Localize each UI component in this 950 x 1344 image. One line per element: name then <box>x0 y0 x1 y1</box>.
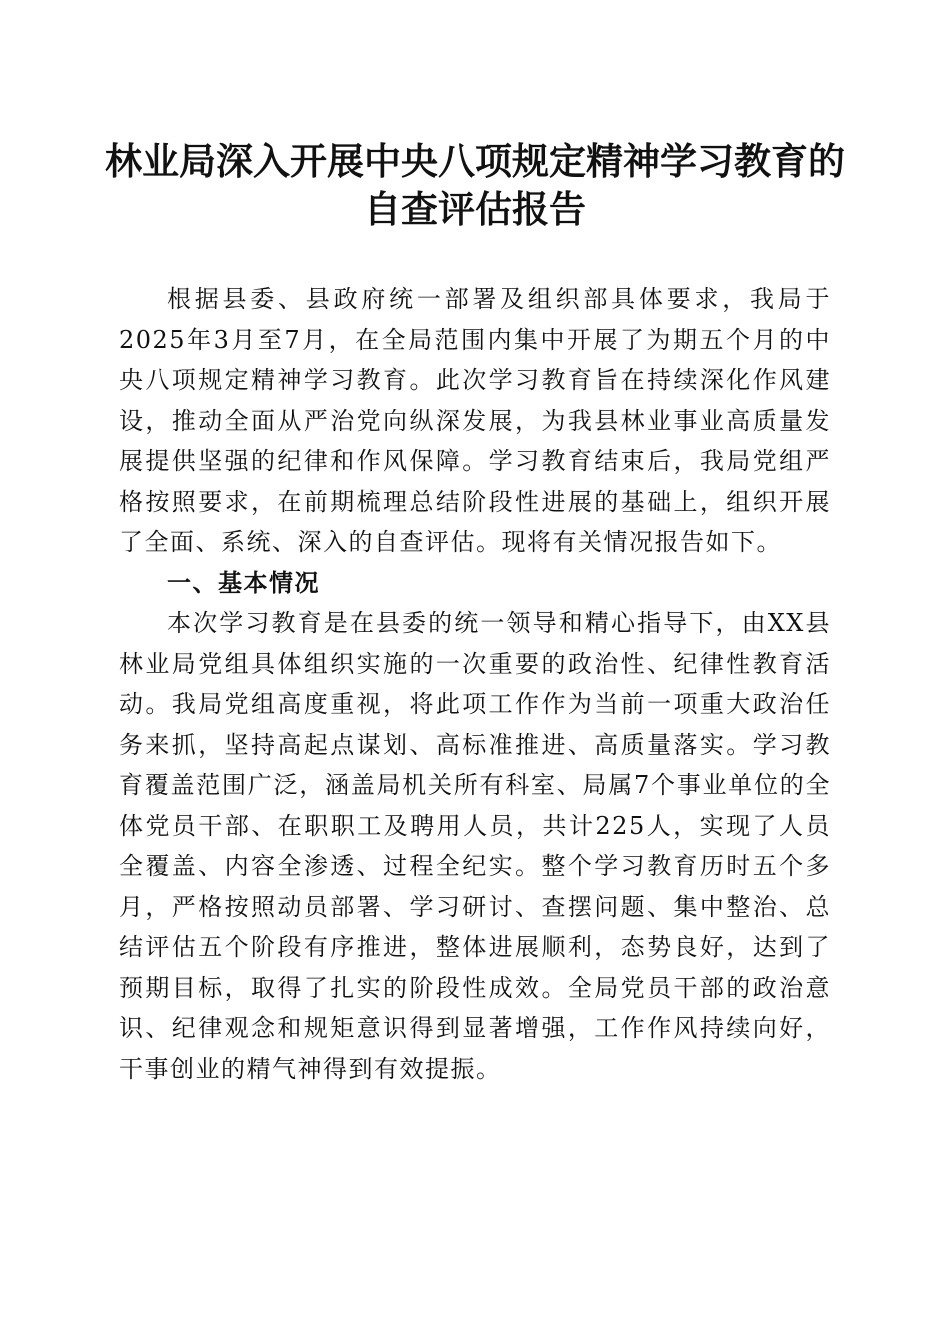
section-heading-basic-situation: 一、基本情况 <box>167 568 320 597</box>
document-title <box>90 137 860 233</box>
title-line-1: 林业局深入开展中央八项规定精神学习教育的 <box>105 139 845 183</box>
basic-situation-paragraph: 本次学习教育是在县委的统一领导和精心指导下，由XX县林业局党组具体组织实施的一次重要的政治性、纪律性教育活动。我局党组高度重视，将此项工作作为当前一项重大政治任务来抓，坚持高起点谋划、高标准推进、高质量落实。学习教育覆盖范围广泛，涵盖局机关所有科室、局属7个事业单位的全体党员干部、在职职工及聘用人员，共计225人，实现了人员全覆盖、内容全渗透、过程全纪实。整个学习教育历时五个多月，严格按照动员部署、学习研讨、查摆问题、集中整治、总结评估五个阶段有序推进，整体进展顺利，态势良好，达到了预期目标，取得了扎实的阶段性成效。全局党员干部的政治意识、纪律观念和规矩意识得到显著增强，工作作风持续向好，干事创业的精气神得到有效提振。 <box>119 609 831 1083</box>
document-body <box>119 279 831 1089</box>
intro-paragraph: 根据县委、县政府统一部署及组织部具体要求，我局于2025年3月至7月，在全局范围内集中开展了为期五个月的中央八项规定精神学习教育。此次学习教育旨在持续深化作风建设，推动全面从严治党向纵深发展，为我县林业事业高质量发展提供坚强的纪律和作风保障。学习教育结束后，我局党组严格按照要求，在前期梳理总结阶段性进展的基础上，组织开展了全面、系统、深入的自查评估。现将有关情况报告如下。 <box>119 285 831 556</box>
title-line-2: 自查评估报告 <box>364 187 586 231</box>
